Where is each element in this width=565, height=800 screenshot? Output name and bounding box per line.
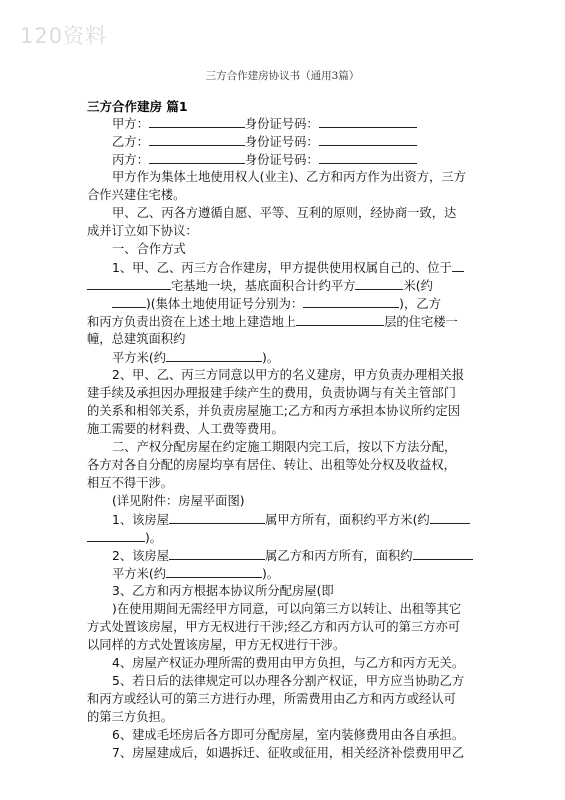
party-c-name-blank (149, 150, 245, 164)
paragraph-line: 的关系和相邻关系，并负责房屋施工;乙方和丙方承担本协议所约定因 (87, 404, 461, 418)
line-text: 2、该房屋 (112, 549, 170, 563)
attachment-note: (详见附件：房屋平面图) (112, 494, 245, 508)
line-text: 宅基地一块，基底面积合计约平方 (171, 279, 356, 293)
party-b-line (87, 132, 487, 151)
blank (303, 294, 399, 308)
paragraph-line (87, 528, 487, 547)
id-label: 身份证号码： (244, 153, 319, 167)
blank (296, 312, 384, 326)
paragraph-line: 7、房屋建成后，如遇拆迁、征收或征用，相关经济补偿费用甲乙 (112, 746, 465, 760)
watermark: 120资料 (20, 24, 108, 48)
paragraph-line: 4、房屋产权证办理所需的费用由甲方负担，与乙方和丙方无关。 (112, 656, 465, 670)
paragraph-line: 相互不得干涉。 (87, 476, 174, 490)
paragraph-line: 方式处置该房屋，甲方无权进行干涉;经乙方和丙方认可的第三方亦可 (87, 620, 461, 634)
id-label: 身份证号码： (244, 135, 319, 149)
paragraph-line: 幢，总建筑面积约 (87, 332, 186, 346)
party-b-name-blank (149, 132, 245, 146)
paragraph-line: 施工需要的材料费、人工费等费用。 (87, 422, 284, 436)
blank (112, 294, 146, 308)
line-text: 平方米(约 (112, 351, 166, 365)
paragraph-line: 2、甲、乙、丙三方同意以甲方的名义建房，甲方负责办理相关报 (112, 368, 465, 382)
line-text: 属乙方和丙方所有，面积约 (265, 549, 413, 563)
party-a-line (87, 114, 487, 133)
paragraph-line (87, 294, 487, 313)
clause-heading: 一、合作方式 (112, 242, 186, 256)
blank (169, 510, 265, 524)
party-c-id-blank (319, 150, 417, 164)
paragraph-line (87, 546, 487, 565)
line-text: 平方米(约 (112, 567, 166, 581)
clause-heading: 二、产权分配房屋在约定施工期限内完工后，按以下方法分配， (112, 440, 457, 454)
party-b-label: 乙方： (112, 135, 149, 149)
line-text: 1、甲、乙、丙三方合作建房，甲方提供使用权属自己的、位于 (112, 261, 452, 275)
party-a-label: 甲方： (112, 117, 149, 131)
line-text: 1、该房屋 (112, 513, 170, 527)
paragraph-line (87, 258, 487, 277)
line-text: )。 (262, 567, 280, 581)
paragraph-line: 3、乙方和丙方根据本协议所分配房屋(即 (112, 584, 334, 598)
section-heading: 三方合作建房 篇1 (87, 99, 188, 114)
party-b-id-blank (319, 132, 417, 146)
paragraph-line (87, 348, 487, 367)
paragraph-line (87, 276, 487, 295)
paragraph-line (87, 564, 487, 583)
paragraph-line: 6、建成毛坯房后各方即可分配房屋，室内装修费用由各自承担。 (112, 728, 465, 742)
blank (355, 276, 403, 290)
party-c-label: 丙方： (112, 153, 149, 167)
paragraph-line: 甲、乙、丙各方遵循自愿、平等、互利的原则，经协商一致，达 (112, 206, 457, 220)
line-text: )。 (262, 351, 280, 365)
blank (430, 510, 470, 524)
paragraph-line: 和丙方或经认可的第三方进行办理，所需费用由乙方和丙方或经认可 (87, 692, 456, 706)
document-title: 三方合作建房协议书（通用3篇） (205, 70, 360, 82)
paragraph-line: 5、若日后的法律规定可以办理各分割产权证，甲方应当协助乙方 (112, 674, 465, 688)
party-a-id-blank (319, 114, 417, 128)
paragraph-line: 建手续及承担因办理报建手续产生的费用，负责协调与有关主管部门 (87, 386, 456, 400)
line-text: )，乙方 (399, 297, 441, 311)
paragraph-line: 各方对各自分配的房屋均享有居住、转让、出租等处分权及收益权， (87, 458, 456, 472)
id-label: 身份证号码： (244, 117, 319, 131)
line-text: 属甲方所有，面积约平方米(约 (265, 513, 430, 527)
blank (413, 546, 473, 560)
paragraph-line: 以同样的方式处置该房屋，甲方无权进行干涉。 (87, 638, 346, 652)
party-c-line (87, 150, 487, 169)
party-a-name-blank (149, 114, 245, 128)
blank (87, 276, 171, 290)
paragraph-line (87, 510, 487, 529)
paragraph-line: )在使用期间无需经甲方同意，可以向第三方以转让、出租等其它 (112, 602, 462, 616)
paragraph-line: 的第三方负担。 (87, 710, 174, 724)
blank (166, 564, 262, 578)
blank (166, 348, 262, 362)
paragraph-line: 合作兴建住宅楼。 (87, 188, 186, 202)
paragraph-line: 成并订立如下协议： (87, 224, 198, 238)
blank (452, 258, 464, 272)
line-text: 米(约 (403, 279, 433, 293)
blank (169, 546, 265, 560)
line-text: )。 (145, 531, 163, 545)
paragraph-line: 甲方作为集体土地使用权人(业主)、乙方和丙方作为出资方，三方 (112, 170, 466, 184)
paragraph-line (87, 312, 487, 331)
line-text: 和丙方负责出资在上述土地上建造地上 (87, 315, 297, 329)
line-text: 层的住宅楼一 (384, 315, 458, 329)
line-text: )(集体土地使用证号分别为： (146, 297, 304, 311)
blank (87, 528, 145, 542)
